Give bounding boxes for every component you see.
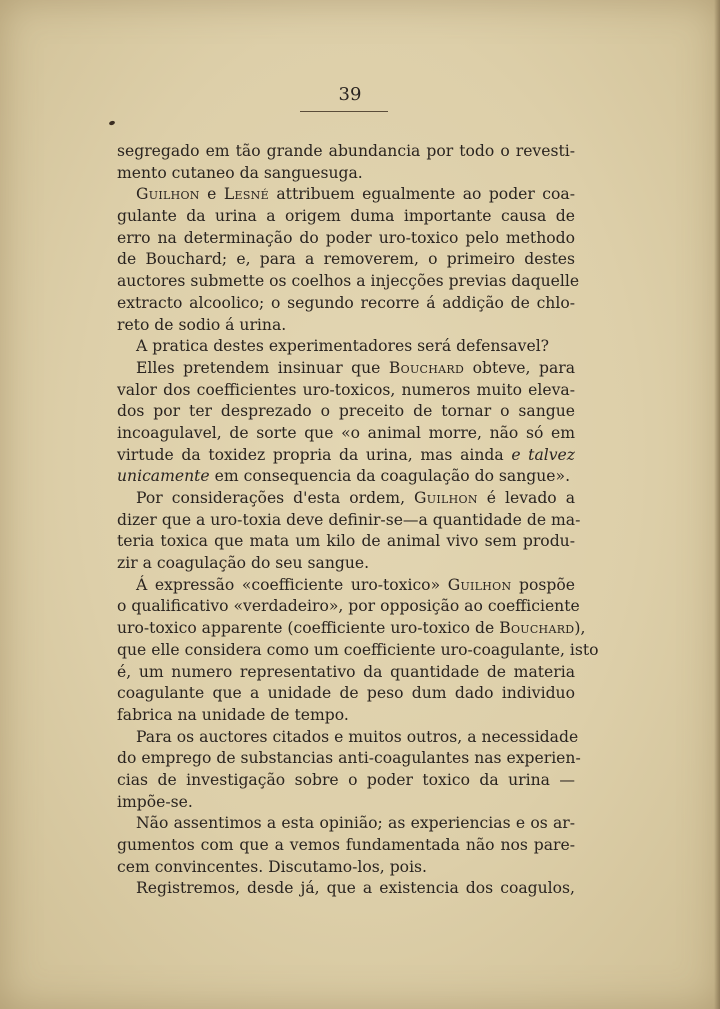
text-segment: mento cutaneo da sanguesuga. bbox=[117, 163, 363, 182]
body-text bbox=[117, 141, 599, 900]
text-segment: cem convincentes. Discutamo-los, pois. bbox=[117, 857, 428, 876]
text-segment: obteve, para bbox=[464, 358, 575, 377]
text-line bbox=[117, 618, 586, 640]
text-line bbox=[117, 249, 575, 271]
text-segment: é levado a bbox=[477, 489, 575, 507]
text-segment: fabrica na unidade de tempo. bbox=[117, 705, 349, 724]
text-segment: Por considerações d'esta ordem, bbox=[136, 489, 415, 507]
text-segment: coagulante que a unidade de peso dum dado individuo bbox=[117, 684, 575, 703]
text-segment: attribuem egualmente ao poder coa- bbox=[268, 185, 575, 204]
text-line bbox=[117, 315, 575, 337]
text-line bbox=[117, 727, 579, 749]
author-name: Bouchard bbox=[388, 358, 465, 377]
text-segment: impõe-se. bbox=[117, 792, 193, 811]
text-segment: de Bouchard; e, para a removerem, o primeiro destes bbox=[117, 250, 575, 269]
text-line bbox=[117, 705, 575, 727]
text-segment: extracto alcoolico; o segundo recorre á addição de chlo- bbox=[117, 293, 575, 312]
text-segment: teria toxica que mata um kilo de animal vivo sem produ- bbox=[117, 532, 575, 551]
text-segment: uro-toxico apparente (coefficiente uro-toxico de bbox=[117, 619, 500, 638]
text-segment: em consequencia da coagulação do sangue». bbox=[209, 467, 571, 486]
text-segment: e bbox=[199, 185, 224, 204]
text-line bbox=[117, 466, 575, 488]
ink-speck bbox=[108, 120, 115, 126]
author-name: Guilhon bbox=[136, 185, 200, 204]
text-line bbox=[117, 596, 580, 618]
text-segment: que elle considera como um coefficiente uro-coagulante, isto bbox=[117, 640, 599, 659]
header-rule bbox=[300, 111, 388, 112]
text-line bbox=[117, 662, 575, 684]
text-segment: gumentos com que a vemos fundamentada não nos pare- bbox=[117, 836, 575, 854]
emphasis-text: unicamente bbox=[117, 467, 210, 486]
author-name: Lesné bbox=[223, 185, 269, 204]
text-segment: gulante da urina a origem duma importante causa de bbox=[117, 207, 575, 226]
text-segment: Para os auctores citados e muitos outros, a necessidade bbox=[136, 727, 579, 746]
text-segment: reto de sodio á urina. bbox=[117, 315, 287, 334]
text-line bbox=[117, 683, 575, 705]
text-line bbox=[117, 380, 575, 402]
text-line bbox=[117, 206, 575, 228]
text-line bbox=[117, 878, 575, 900]
text-line bbox=[117, 423, 575, 445]
text-line bbox=[117, 228, 575, 250]
text-line bbox=[117, 575, 575, 597]
text-line bbox=[117, 553, 575, 575]
text-segment: erro na determinação do poder uro-toxico pelo methodo bbox=[117, 228, 575, 247]
text-line bbox=[117, 857, 575, 879]
text-segment: Á expressão «coefficiente uro-toxico» bbox=[136, 575, 448, 594]
text-line bbox=[117, 163, 575, 185]
text-line bbox=[117, 813, 575, 835]
text-line bbox=[117, 792, 575, 814]
text-line bbox=[117, 184, 575, 206]
author-name: Guilhon bbox=[414, 489, 478, 507]
text-line bbox=[117, 835, 575, 857]
text-segment: zir a coagulação do seu sangue. bbox=[117, 554, 370, 573]
text-segment: auctores submette os coelhos a injecções previas daquelle bbox=[117, 272, 580, 291]
page-edge-shadow bbox=[714, 0, 720, 1009]
text-line bbox=[117, 271, 580, 293]
text-line bbox=[117, 336, 575, 358]
page-number: 39 bbox=[338, 84, 362, 105]
text-line bbox=[117, 640, 599, 662]
emphasis-text: e talvez bbox=[511, 445, 575, 464]
text-segment: A pratica destes experimentadores será defensavel? bbox=[136, 337, 550, 356]
text-segment: do emprego de substancias anti-coagulantes nas experien- bbox=[117, 749, 581, 768]
text-segment: ), bbox=[574, 619, 586, 638]
text-segment: valor dos coefficientes uro-toxicos, numeros muito eleva- bbox=[117, 380, 575, 399]
author-name: Guilhon bbox=[447, 575, 512, 594]
text-segment: segregado em tão grande abundancia por todo o revesti- bbox=[117, 142, 575, 160]
text-segment: Registremos, desde já, que a existencia dos coagulos, bbox=[136, 879, 575, 898]
text-line bbox=[117, 401, 575, 423]
text-line bbox=[117, 293, 575, 315]
author-name: Bouchard bbox=[499, 619, 575, 638]
text-line bbox=[117, 510, 581, 532]
text-segment: o qualificativo «verdadeiro», por opposição ao coefficiente bbox=[117, 597, 580, 616]
text-line bbox=[117, 141, 575, 163]
text-segment: pospõe bbox=[511, 575, 575, 594]
text-segment: dos por ter desprezado o preceito de tornar o sangue bbox=[117, 402, 575, 421]
text-segment: dizer que a uro-toxia deve definir-se—a quantidade de ma- bbox=[117, 510, 581, 529]
text-line bbox=[117, 445, 575, 467]
text-segment: é, um numero representativo da quantidade de materia bbox=[117, 662, 575, 681]
text-segment: cias de investigação sobre o poder toxico da urina — bbox=[117, 770, 575, 789]
text-segment: virtude da toxidez propria da urina, mas ainda bbox=[117, 445, 512, 464]
text-line bbox=[117, 488, 575, 510]
text-segment: incoagulavel, de sorte que «o animal morre, não só em bbox=[117, 423, 575, 442]
text-segment: Não assentimos a esta opinião; as experiencias e os ar- bbox=[136, 814, 575, 833]
text-line bbox=[117, 531, 575, 553]
text-segment: Elles pretendem insinuar que bbox=[136, 358, 389, 377]
text-line bbox=[117, 748, 581, 770]
text-line bbox=[117, 770, 575, 792]
text-line bbox=[117, 358, 575, 380]
